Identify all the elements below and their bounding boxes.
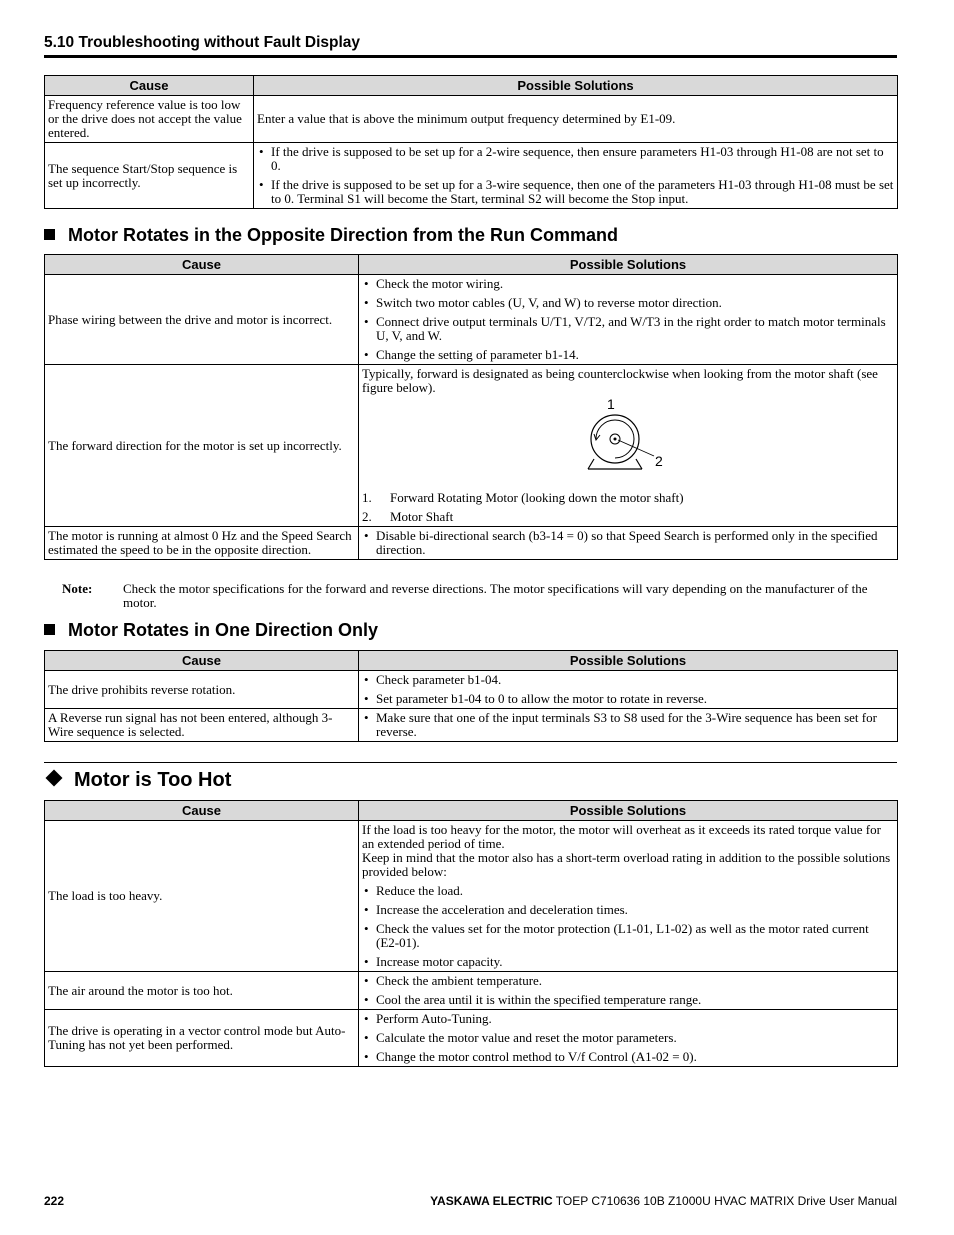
one-direction-heading [44, 620, 897, 641]
list-item: • Check parameter b1-04. [362, 673, 894, 687]
solution-intro: If the load is too heavy for the motor, the motor will overheat as it exceeds its rated torque value for an extended period of time. [362, 822, 881, 851]
solution-cell [359, 709, 898, 742]
section-header: 5.10 Troubleshooting without Fault Display [44, 34, 897, 58]
motor-too-hot-heading [44, 762, 897, 792]
cause-header: Cause [45, 801, 359, 821]
cause-header: Cause [45, 255, 359, 275]
cause-cell: The drive prohibits reverse rotation. [45, 671, 359, 709]
note-text: Check the motor specifications for the forward and reverse directions. The motor specifications will vary depending on the manufacturer of the motor. [123, 581, 868, 610]
one-direction-table [44, 650, 898, 742]
manual-title [430, 1194, 897, 1208]
heading-text: Motor Rotates in One Direction Only [68, 620, 379, 640]
table-row [45, 821, 898, 972]
solution-cell [254, 143, 898, 209]
solution-intro: Typically, forward is designated as being counterclockwise when looking from the motor shaft (see figure below). [362, 366, 878, 395]
list-item: • Check the ambient temperature. [362, 974, 894, 988]
one-direction-table-block [44, 650, 897, 742]
cause-header: Cause [45, 76, 254, 96]
cause-cell: A Reverse run signal has not been entered, although 3-Wire sequence is selected. [45, 709, 359, 742]
list-item: • Switch two motor cables (U, V, and W) to reverse motor direction. [362, 296, 894, 310]
solution-list [362, 529, 894, 557]
cause-cell: Frequency reference value is too low or the drive does not accept the value entered. [45, 96, 254, 143]
cause-header: Cause [45, 651, 359, 671]
motor-too-hot-table-block [44, 800, 897, 1067]
list-item: • Check the motor wiring. [362, 277, 894, 291]
list-item: • Perform Auto-Tuning. [362, 1012, 894, 1026]
brand-name: YASKAWA ELECTRIC [430, 1194, 553, 1208]
table-row [45, 365, 898, 527]
solution-cell [359, 671, 898, 709]
list-item: • Check the values set for the motor protection (L1-01, L1-02) as well as the motor rated current (E2-01). [362, 922, 894, 950]
solution-cell [359, 972, 898, 1010]
solution-cell [359, 821, 898, 972]
list-item: • If the drive is supposed to be set up for a 2-wire sequence, then ensure parameters H1-03 through H1-08 are not set to 0. [257, 145, 894, 173]
cause-cell: The sequence Start/Stop sequence is set up incorrectly. [45, 143, 254, 209]
solutions-header: Possible Solutions [359, 255, 898, 275]
solution-cell [359, 527, 898, 560]
table-row [45, 671, 898, 709]
solutions-header: Possible Solutions [359, 801, 898, 821]
manual-name: TOEP C710636 10B Z1000U HVAC MATRIX Drive User Manual [555, 1194, 897, 1208]
table-row [45, 275, 898, 365]
solution-cell [359, 365, 898, 527]
table-row [45, 972, 898, 1010]
square-bullet-icon [44, 624, 55, 635]
list-item: • Make sure that one of the input terminals S3 to S8 used for the 3-Wire sequence has been set for reverse. [362, 711, 894, 739]
list-item: • Disable bi-directional search (b3-14 = 0) so that Speed Search is performed only in the specified direction. [362, 529, 894, 557]
figure-label-1: 1 [607, 396, 615, 412]
solution-cell [359, 275, 898, 365]
list-item: • Change the setting of parameter b1-14. [362, 348, 894, 362]
motor-rotation-figure [362, 396, 894, 491]
list-item: 2. Motor Shaft [362, 509, 454, 524]
list-item: • Increase the acceleration and deceleration times. [362, 903, 894, 917]
list-item: • Cool the area until it is within the specified temperature range. [362, 993, 894, 1007]
list-item: • Change the motor control method to V/f Control (A1-02 = 0). [362, 1050, 894, 1064]
list-item: • Calculate the motor value and reset the motor parameters. [362, 1031, 894, 1045]
solution-cell: Enter a value that is above the minimum output frequency determined by E1-09. [254, 96, 898, 143]
cause-cell: The drive is operating in a vector control mode but Auto-Tuning has not yet been performed. [45, 1010, 359, 1067]
solution-cell [359, 1010, 898, 1067]
list-item: • Increase motor capacity. [362, 955, 894, 969]
solutions-header: Possible Solutions [254, 76, 898, 96]
solution-list [362, 974, 894, 1007]
table-row [45, 143, 898, 209]
heading-text: Motor is Too Hot [74, 769, 232, 791]
square-bullet-icon [44, 229, 55, 240]
opposite-direction-heading [44, 225, 897, 246]
frequency-sequence-table-block [44, 75, 897, 209]
list-item: 1. Forward Rotating Motor (looking down the motor shaft) [362, 490, 684, 505]
opposite-direction-table-block [44, 254, 897, 560]
frequency-sequence-table [44, 75, 898, 209]
cause-cell: The load is too heavy. [45, 821, 359, 972]
diamond-bullet-icon [46, 770, 63, 787]
table-row [45, 527, 898, 560]
table-row [45, 709, 898, 742]
figure-legend-list [362, 491, 894, 524]
motor-too-hot-table [44, 800, 898, 1067]
list-item: • Reduce the load. [362, 884, 894, 898]
list-item: • Connect drive output terminals U/T1, V/T2, and W/T3 in the right order to match motor terminals U, V, and W. [362, 315, 894, 343]
list-item: • If the drive is supposed to be set up for a 3-wire sequence, then one of the parameters H1-03 through H1-08 must be set to 0. Terminal S1 will become the Start, terminal S2 will become the Stop input. [257, 178, 894, 206]
cause-cell: The air around the motor is too hot. [45, 972, 359, 1010]
cause-cell: The motor is running at almost 0 Hz and the Speed Search estimated the speed to be in the opposite direction. [45, 527, 359, 560]
note-label: Note: [62, 581, 93, 596]
heading-text: Motor Rotates in the Opposite Direction from the Run Command [68, 225, 619, 245]
solutions-header: Possible Solutions [359, 651, 898, 671]
cause-cell: The forward direction for the motor is set up incorrectly. [45, 365, 359, 527]
cause-cell: Phase wiring between the drive and motor is incorrect. [45, 275, 359, 365]
note [62, 582, 897, 610]
opposite-direction-table [44, 254, 898, 560]
solution-list [362, 277, 894, 362]
solution-list [257, 145, 894, 206]
table-row [45, 1010, 898, 1067]
figure-label-2: 2 [655, 453, 663, 469]
table-row [45, 96, 898, 143]
page-number: 222 [44, 1194, 65, 1208]
list-item: • Set parameter b1-04 to 0 to allow the motor to rotate in reverse. [362, 692, 894, 706]
solution-list [362, 711, 894, 739]
solution-list [362, 673, 894, 706]
solution-intro: Keep in mind that the motor also has a short-term overload rating in addition to the possible solutions provided below: [362, 850, 891, 879]
solution-list [362, 884, 894, 969]
solution-list [362, 1012, 894, 1064]
